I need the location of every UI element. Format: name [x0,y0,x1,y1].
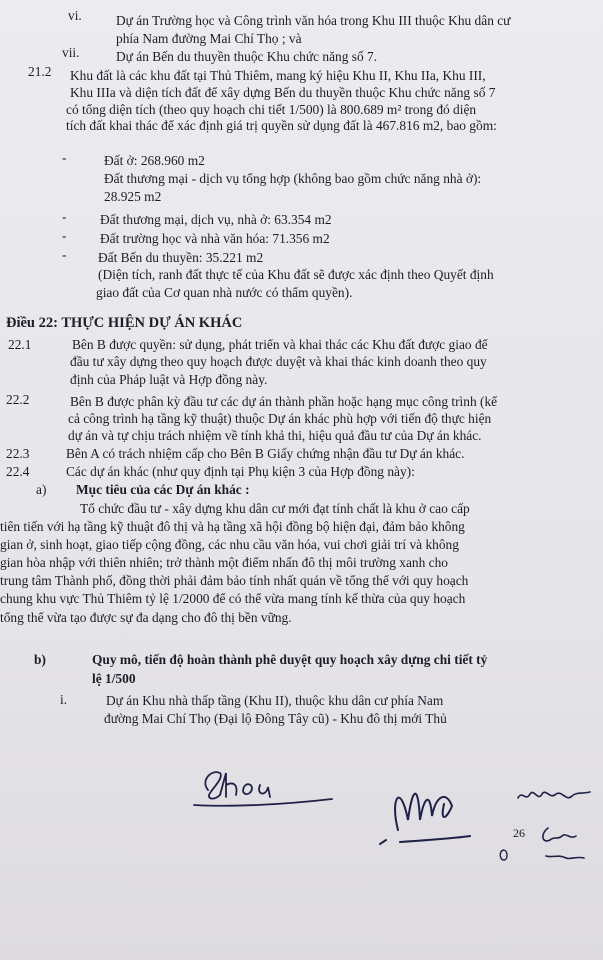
land-commercial-line2: 28.925 m2 [104,189,162,204]
initials-right-stroke [543,828,584,859]
small-mark-graphic [494,846,514,866]
note-line1: (Diện tích, ranh đất thực tế của Khu đất sẽ được xác định theo Quyết định [98,267,494,282]
signature-right-top-stroke [518,792,590,798]
item-vi-line1: Dự án Trường học và Công trình văn hóa trong Khu III thuộc Khu dân cư [116,13,511,28]
item-vii-line: Dự án Bến du thuyền thuộc Khu chức năng số 7. [116,49,378,64]
clause-21-2-line1: Khu đất là các khu đất tại Thủ Thiêm, mang ký hiệu Khu II, Khu IIa, Khu III, [70,68,486,83]
clause-22-1-line1: Bên B được quyền: sử dụng, phát triển và khai thác các Khu đất được giao để [72,337,488,352]
clause-21-2-line2: Khu IIIa và diện tích đất để xây dựng Bến du thuyền thuộc Khu chức năng số 7 [70,85,496,100]
item-i-marker: i. [60,692,68,707]
land-commercial-line1: Đất thương mại - dịch vụ tổng hợp (không bao gồm chức năng nhà ở): [104,171,482,186]
note-line2: giao đất của Cơ quan nhà nước có thẩm quyền). [96,285,353,300]
point-a-line3: gian ở, sinh hoạt, giao tiếp cộng đồng, các nhu cầu văn hóa, vui chơi giải trí và không [0,537,459,552]
clause-22-3-line: Bên A có trách nhiệm cấp cho Bên B Giấy chứng nhận đầu tư Dự án khác. [66,446,465,461]
article-22-heading: Điều 22: THỰC HIỆN DỰ ÁN KHÁC [6,315,243,331]
point-b-marker: b) [34,652,46,667]
clause-22-2-line1: Bên B được phân kỳ đầu tư các dự án thành phần hoặc hạng mục công trình (kể [70,394,498,409]
point-a-line1: Tổ chức đầu tư - xây dựng khu dân cư mới đạt tính chất là khu ở cao cấp [80,501,470,516]
point-a-line4: gian hòa nhập với thiên nhiên; trở thành một điểm nhấn đô thị môi trường xanh cho [0,555,448,570]
clause-22-1-line3: định của Pháp luật và Hợp đồng này. [70,372,268,387]
signature-khoa-graphic [190,755,340,815]
clause-21-2-line3: có tổng diện tích (theo quy hoạch chi tiết 1/500) là 800.689 m² trong đó diện [66,102,477,117]
point-a-line6: chung khu vực Thủ Thiêm tỷ lệ 1/2000 để có thể vừa mang tính kế thừa của quy hoạch [0,591,466,606]
item-vi-marker: vi. [68,8,82,23]
clause-22-2-number: 22.2 [6,392,30,407]
clause-22-2-line2: cả công trình hạ tầng kỹ thuật) thuộc Dự án khác phù hợp với tiến độ thực hiện [68,411,492,426]
initials-right-graphic [536,818,596,866]
bullet-dash: - [62,247,67,262]
clause-22-4-line: Các dự án khác (như quy định tại Phụ kiện 3 của Hợp đồng này): [66,464,415,479]
land-residential: Đất ở: 268.960 m2 [104,153,205,168]
clause-22-1-line2: đầu tư xây dựng theo quy hoạch được duyệt và khai thác kinh doanh theo quy [70,354,487,369]
page-number: 26 [513,826,525,840]
small-mark-stroke [500,850,507,860]
clause-22-2-line3: dự án và tự chịu trách nhiệm về tính khả thi, hiệu quả đầu tư của Dự án khác. [68,428,482,443]
item-i-line1: Dự án Khu nhà thấp tầng (Khu II), thuộc khu dân cư phía Nam [106,693,444,708]
clause-22-3-number: 22.3 [6,446,30,461]
land-school: Đất trường học và nhà văn hóa: 71.356 m2 [100,231,330,246]
land-wharf: Đất Bến du thuyền: 35.221 m2 [98,250,264,265]
point-b-title-line1: Quy mô, tiến độ hoàn thành phê duyệt quy hoạch xây dựng chi tiết tỷ [92,652,488,667]
clause-21-2-number: 21.2 [28,64,52,79]
clause-22-4-number: 22.4 [6,464,30,479]
land-commercial-housing: Đất thương mại, dịch vụ, nhà ở: 63.354 m2 [100,212,332,227]
point-a-line2: tiên tiến với hạ tầng kỹ thuật đô thị và hạ tầng xã hội đồng bộ hiện đại, đảm bảo không [0,519,465,534]
point-b-title-line2: lệ 1/500 [92,671,136,686]
signature-khoa-stroke [194,772,332,806]
point-a-title: Mục tiêu của các Dự án khác : [76,482,250,497]
clause-21-2-line4: tích đất khai thác để xác định giá trị quyền sử dụng đất là 467.816 m2, bao gồm: [66,118,497,133]
bullet-dash: - [62,209,67,224]
signature-middle-graphic [360,760,480,850]
bullet-dash: - [62,228,67,243]
bullet-dash: - [62,150,67,165]
clause-22-1-number: 22.1 [8,337,32,352]
point-a-line7: tổng thể vừa tạo được sự đa dạng cho đô thị bền vững. [0,610,292,625]
item-vii-marker: vii. [62,45,80,60]
signature-right-top-graphic [510,780,600,810]
item-vi-line2: phía Nam đường Mai Chí Thọ ; và [116,31,302,46]
point-a-line5: trung tâm Thành phố, đồng thời phải đảm bảo tính nhất quán về tổng thể với quy hoạch [0,573,469,588]
point-a-marker: a) [36,482,47,497]
item-i-line2: đường Mai Chí Thọ (Đại lộ Đông Tây cũ) - Khu đô thị mới Thủ [104,711,447,726]
signature-middle-stroke [380,794,470,844]
